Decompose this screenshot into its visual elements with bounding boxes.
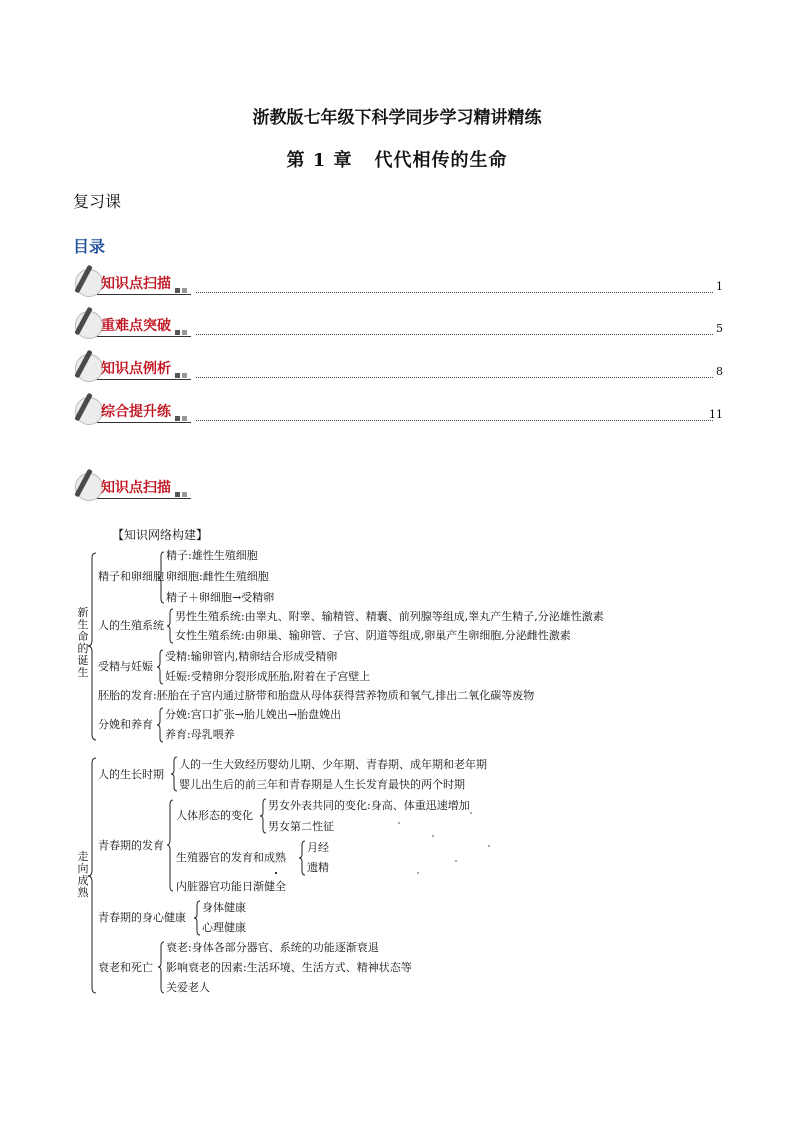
map-branch: 人的生长时期: [98, 768, 164, 781]
map-leaf: 身体健康: [202, 901, 246, 914]
section-heading: 【知识网络构建】: [112, 528, 209, 542]
map-root-label: 新生命的诞生: [77, 606, 89, 679]
map-leaf: 关爱老人: [166, 981, 210, 994]
map-branch: 受精与妊娠: [98, 660, 153, 673]
map-leaf: 心理健康: [202, 921, 246, 934]
scan-speck: [470, 812, 472, 814]
map-leaf: 月经: [307, 841, 329, 854]
scan-speck: [398, 822, 400, 824]
subtitle: 复习课: [73, 192, 122, 211]
map-leaf: 受精:输卵管内,精卵结合形成受精卵: [165, 650, 338, 663]
scan-speck: [432, 835, 434, 837]
map-leaf: 人的一生大致经历婴幼儿期、少年期、青春期、成年期和老年期: [179, 758, 487, 771]
map-branch: 分娩和养育: [98, 718, 153, 731]
toc-entry-label: 知识点例析: [101, 361, 171, 377]
map-branch: 精子和卵细胞: [98, 570, 164, 583]
map-leaf: 精子:雄性生殖细胞: [166, 549, 258, 562]
map-leaf: 男女外表共同的变化:身高、体重迅速增加: [268, 799, 470, 812]
toc-page-number: 1: [716, 280, 723, 293]
map-subbranch: 生殖器官的发育和成熟: [176, 851, 286, 864]
map-leaf: 女性生殖系统:由卵巢、输卵管、子宫、阴道等组成,卵巢产生卵细胞,分泌雌性激素: [175, 629, 571, 642]
section-badge-label: 知识点扫描: [101, 480, 171, 496]
map-branch: 青春期的身心健康: [98, 911, 186, 924]
toc-page-number: 5: [716, 322, 723, 335]
toc-page-number: 11: [709, 408, 723, 421]
map-leaf: 影响衰老的因素:生活环境、生活方式、精神状态等: [166, 961, 412, 974]
map-leaf: 妊娠:受精卵分裂形成胚胎,附着在子宫壁上: [165, 670, 371, 683]
map-branch: 胚胎的发育:胚胎在子宫内通过脐带和胎盘从母体获得营养物质和氧气,排出二氧化碳等废物: [98, 689, 535, 702]
map-subbranch: 内脏器官功能日渐健全: [176, 880, 286, 893]
chapter-number: 第 1 章: [286, 150, 353, 171]
map-leaf: 男性生殖系统:由睾丸、附睾、输精管、精囊、前列腺等组成,睾丸产生精子,分泌雄性激素: [175, 610, 604, 623]
map-leaf: 卵细胞:雌性生殖细胞: [166, 570, 269, 583]
toc-entry-label: 综合提升练: [101, 404, 171, 420]
scan-speck: [455, 860, 457, 862]
toc-page-number: 8: [716, 365, 723, 378]
map-subbranch: 人体形态的变化: [176, 809, 253, 822]
map-leaf: 遗精: [307, 861, 329, 874]
map-branch: 衰老和死亡: [98, 961, 153, 974]
map-branch: 人的生殖系统: [98, 619, 164, 632]
map-leaf: 精子＋卵细胞→受精卵: [166, 591, 275, 604]
scan-speck: [488, 845, 490, 847]
map-root-label: 走向成熟: [77, 850, 89, 899]
map-leaf: 衰老:身体各部分器官、系统的功能逐渐衰退: [166, 941, 379, 954]
scan-speck: [275, 872, 277, 874]
toc-entry-label: 知识点扫描: [101, 276, 171, 292]
map-leaf: 分娩:宫口扩张→胎儿娩出→胎盘娩出: [165, 708, 342, 721]
map-branch: 青春期的发育: [98, 839, 164, 852]
map-leaf: 婴儿出生后的前三年和青春期是人生长发育最快的两个时期: [179, 778, 465, 791]
scan-speck: [417, 872, 419, 874]
toc-heading: 目录: [73, 237, 106, 256]
document-title: 浙教版七年级下科学同步学习精讲精练: [252, 108, 542, 128]
toc-entry-label: 重难点突破: [101, 318, 171, 334]
map-leaf: 养育:母乳喂养: [165, 728, 235, 741]
chapter-name: 代代相传的生命: [374, 150, 508, 171]
map-leaf: 男女第二性征: [268, 820, 334, 833]
